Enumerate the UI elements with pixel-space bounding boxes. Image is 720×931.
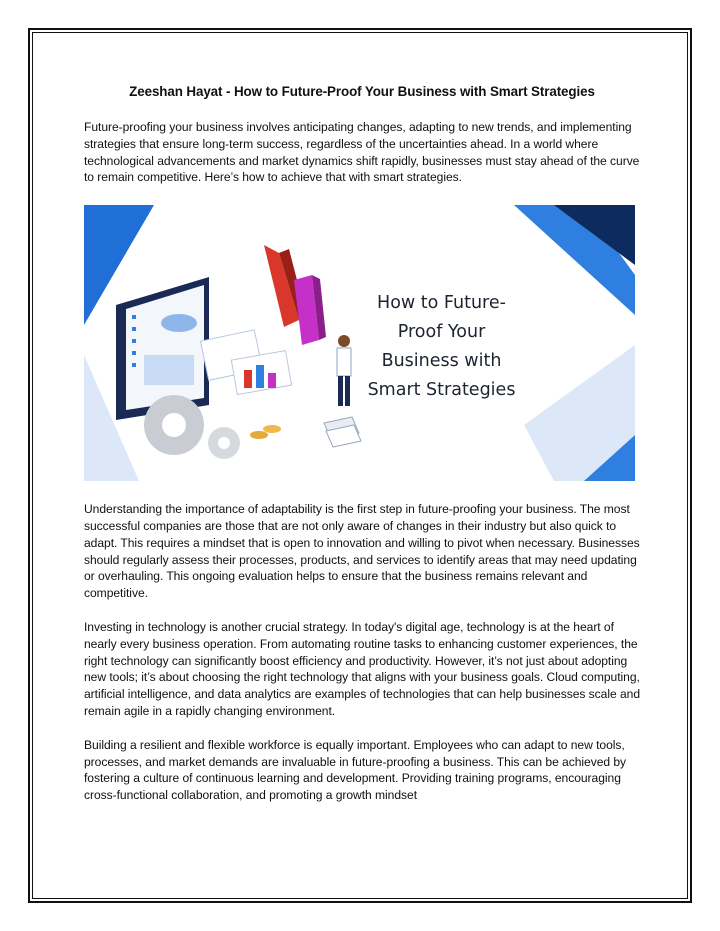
hero-caption-line-1: How to Future-: [377, 293, 506, 314]
body-paragraph-technology: Investing in technology is another crucial strategy. In today's digital age, technology is at the heart of nearly every business operation. From automating routine tasks to enhancing customer experiences, the right technology can significantly boost efficiency and productivity. However, it’s not just about adopting new tools; it’s about choosing the right technology that aligns with your business goals. Cloud computing, artificial intelligence, and data analytics are examples of technologies that can help businesses scale and remain agile in a rapidly changing environment.: [84, 619, 641, 718]
body-paragraph-workforce: Building a resilient and flexible workforce is equally important. Employees who can adapt to new tools, processes, and market demands are invaluable in future-proofing a business. This can be achieved by fostering a culture of continuous learning and development. Providing training programs, encouraging cross-functional collaboration, and promoting a growth mindset: [84, 737, 627, 803]
gears-icon: [144, 395, 240, 459]
businessman-icon: [337, 335, 351, 406]
hero-caption-line-3: Business with: [381, 351, 502, 372]
intro-paragraph: Future-proofing your business involves anticipating changes, adapting to new trends, and implementing strategies that ensure long-term success, regardless of the uncertainties ahead. In a world where technological advancements and market dynamics shift rapidly, businesses must stay ahead of the curve to remain competitive. Here’s how to achieve that with smart strategies.: [84, 120, 640, 185]
hero-illustration: [84, 205, 635, 481]
body-paragraph-adaptability: Understanding the importance of adaptability is the first step in future-proofing your business. The most successful companies are those that are not only aware of changes in their industry but also quick to adapt. This requires a mindset that is open to innovation and willing to pivot when necessary. Businesses should regularly assess their processes, products, and services to identify areas that may need updating or overhauling. This ongoing evaluation helps to ensure that the business remains relevant and competitive.: [84, 502, 640, 601]
hero-caption-line-4: Smart Strategies: [367, 380, 516, 401]
document-page: [84, 84, 640, 821]
cash-stack-icon: [324, 417, 361, 447]
hero-caption-line-2: Proof Your: [397, 322, 486, 343]
bar-chart-icon: [264, 245, 326, 345]
hero-caption: [354, 289, 529, 405]
coins-icon: [250, 425, 281, 439]
document-title: Zeeshan Hayat - How to Future-Proof Your Business with Smart Strategies: [129, 84, 595, 99]
documents-icon: [200, 330, 291, 395]
